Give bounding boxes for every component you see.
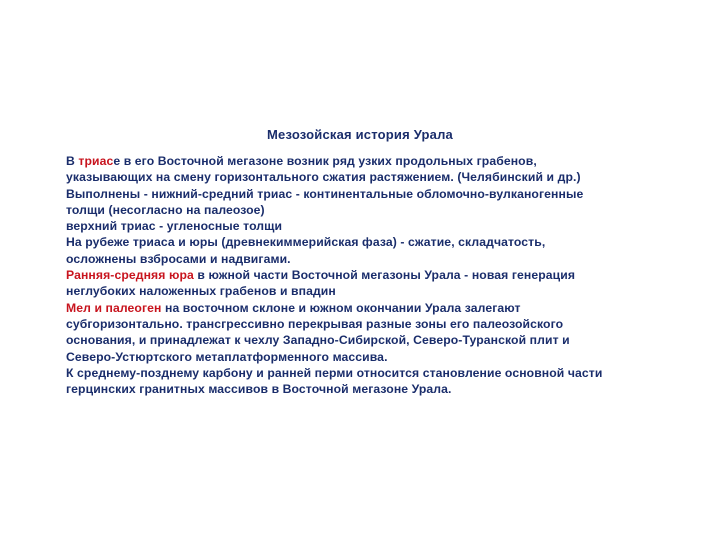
highlight-text: Ранняя-средняя юра (66, 268, 194, 283)
line-text: на восточном склоне и южном окончании Урала залегают (161, 300, 521, 315)
body-line: неглубоких наложенных грабенов и впадин (66, 284, 336, 299)
body-line: осложнены взбросами и надвигами. (66, 251, 291, 266)
body-line: герцинских гранитных массивов в Восточной мегазоне Урала. (66, 382, 452, 397)
body-line: верхний триас - угленосные толщи (66, 219, 283, 234)
body-line: Выполнены - нижний-средний триас - континентальные обломочно-вулканогенные (66, 186, 584, 201)
body-line: К среднему-позднему карбону и ранней перми относится становление основной части (66, 365, 603, 380)
body-line (66, 267, 666, 283)
highlight-text: Мел и палеоген (66, 300, 162, 315)
line-text: В (66, 154, 79, 168)
slide-body (66, 153, 666, 397)
body-line (66, 153, 666, 169)
body-line: основания, и принадлежат к чехлу Западно-Сибирской, Северо-Туранской плит и (66, 333, 570, 348)
body-line: Северо-Устюртского метаплатформенного массива. (66, 349, 388, 364)
highlight-text: триас (78, 154, 114, 168)
body-line: субгоризонтально. трансгрессивно перекрывая разные зоны его палеозойского (66, 316, 564, 331)
body-line (66, 300, 666, 316)
body-line: толщи (несогласно на палеозое) (66, 202, 265, 217)
slide-title: Мезозойская история Урала (267, 127, 453, 142)
line-text: в южной части Восточной мегазоны Урала - новая генерация (193, 268, 576, 283)
body-line: На рубеже триаса и юры (древнекиммерийская фаза) - сжатие, складчатость, (66, 235, 546, 250)
body-line: указывающих на смену горизонтального сжатия растяжением. (Челябинский и др.) (66, 170, 581, 185)
line-text: е в его Восточной мегазоне возник ряд узких продольных грабенов, (113, 154, 537, 168)
